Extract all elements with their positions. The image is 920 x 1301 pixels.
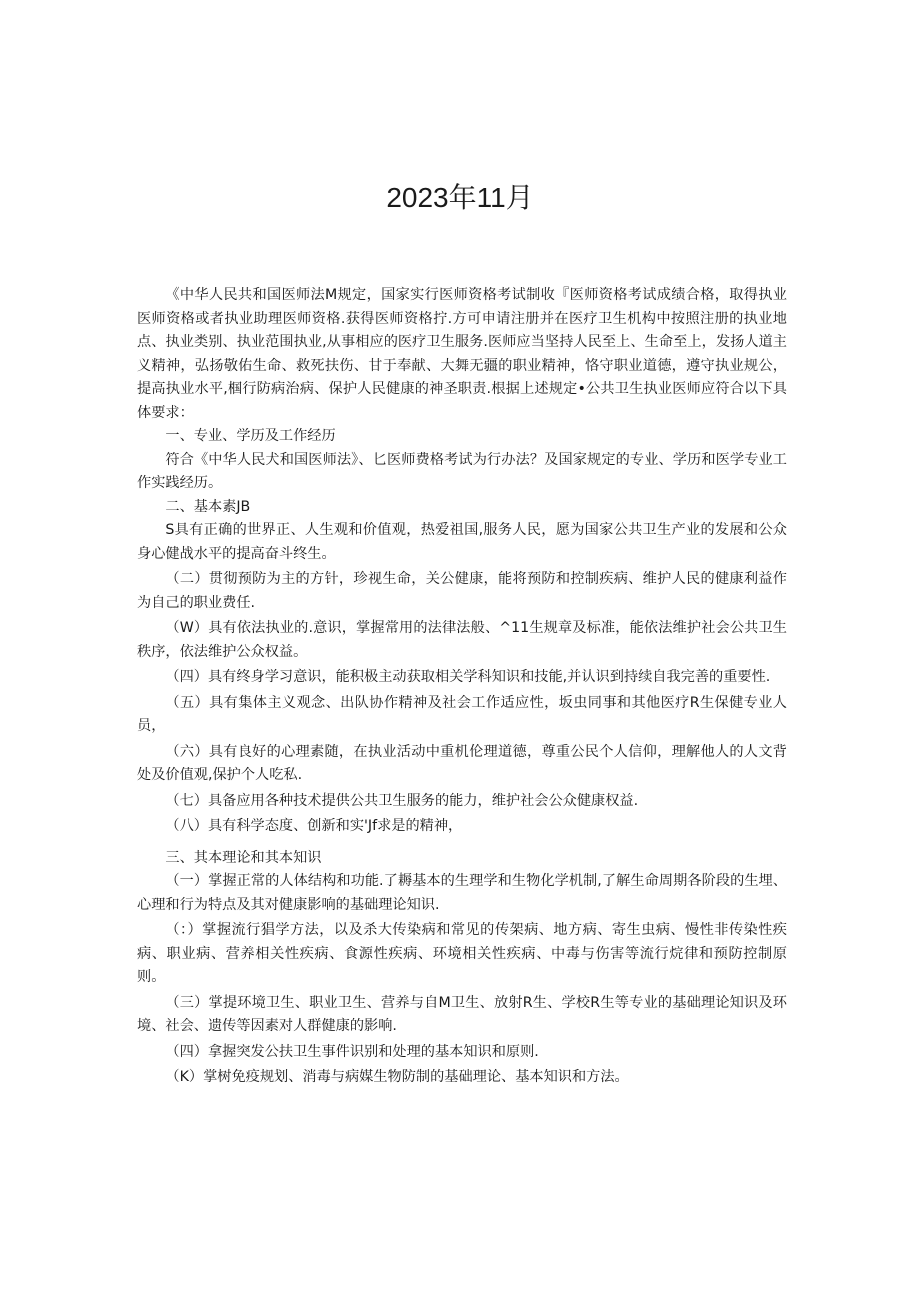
section-heading-3: 三、其本理论和其本知识 <box>165 849 322 866</box>
intro-paragraph: 《中华人民共和国医师法M规定，国家实行医师资格考试制收『医师资格考试成绩合格，取得执业医师资格或者执业助理医师资格.获得医师资格拧.方可申请注册并在医疗卫生机构中按照注册的执业地点、执业类别、执业范围执业,从事相应的医疗卫生服务.医师应当坚持人民至上、生命至上，发扬人道主义精神，弘扬敬佑生命、救死扶伤、甘于奉献、大舞无疆的职业精神，恪守职业道德，遵守执业规公，提高执业水平,椢行防病治病、保护人民健康的神圣职责.根据上述规定•公共卫生执业医师应符合以下具体要求： <box>137 287 787 421</box>
paragraph: （七）具备应用各种技术提供公共卫生服务的能力，维护社会公众健康权益. <box>165 792 639 809</box>
section-heading-1: 一、专业、学历及工作经历 <box>165 428 336 444</box>
paragraph: （K）掌树免疫规划、消毒与病媒生物防制的基础理论、基本知识和方法。 <box>165 1069 629 1085</box>
document-date-title: 2023年11月 <box>386 182 534 213</box>
paragraph: （：）掌握流行猖学方法，以及杀大传染病和常见的传架病、地方病、寄生虫病、慢性非传染性疾病、职业病、营养相关性疾病、食源性疾病、环境相关性疾病、中毒与伤害等流行烷律和预防控制原则。 <box>137 922 787 985</box>
document-body <box>137 284 787 1090</box>
paragraph: （一）掌握正常的人体结构和功能.了耨基本的生理学和生物化学机制,了解生命周期各阶段的生埋、心理和行为特点及其对健康影响的基础理论知识. <box>137 873 787 913</box>
paragraph: （二）贯彻预防为主的方针，珍视生命，关公健康，能将预防和控制疾病、维护人民的健康利益作为自己的职业费任. <box>137 571 787 611</box>
paragraph: （四）拿握突发公扶卫生事件识别和处理的基本知识和原则. <box>165 1043 539 1060</box>
paragraph: （五）具有集体主义观念、出队协作精神及社会工作适应性，坂虫同事和其他医疗R生保健专业人员， <box>137 694 787 734</box>
paragraph: （三）掌提环境卫生、职业卫生、营养与自M卫生、放射R生、学校R生等专业的基础理论知识及环境、社会、遗传等因素对人群健康的影响. <box>137 994 787 1034</box>
paragraph: （八）具有科学态度、创新和实'Jf求是的精神， <box>165 818 463 834</box>
paragraph: （六）具有良好的心理素随，在执业活动中重机伦理道德，尊重公民个人信仰，理解他人的人文背处及价值观,保护个人吃私. <box>137 743 787 783</box>
paragraph: 符合《中华人民犬和国医师法》、匕医师费格考试为行办法？及国家规定的专业、学历和医学专业工作实践经历。 <box>137 451 787 491</box>
paragraph: S具有正确的世界正、人生观和价值观，热爱祖国,服务人民，愿为国家公共卫生产业的发展和公众身心健战水平的提高奋斗终生。 <box>137 522 787 562</box>
paragraph: （W）具有依法执业的.意识，掌握常用的法律法般、^11生规章及标准，能依法维护社会公共卫生秩序，依法维护公众权益。 <box>137 620 787 660</box>
section-heading-2: 二、基本素JB <box>165 498 251 515</box>
paragraph: （四）具有终身学习意识，能积极主动获取相关学科知识和技能,并认识到持续自我完善的重要性. <box>165 669 771 685</box>
